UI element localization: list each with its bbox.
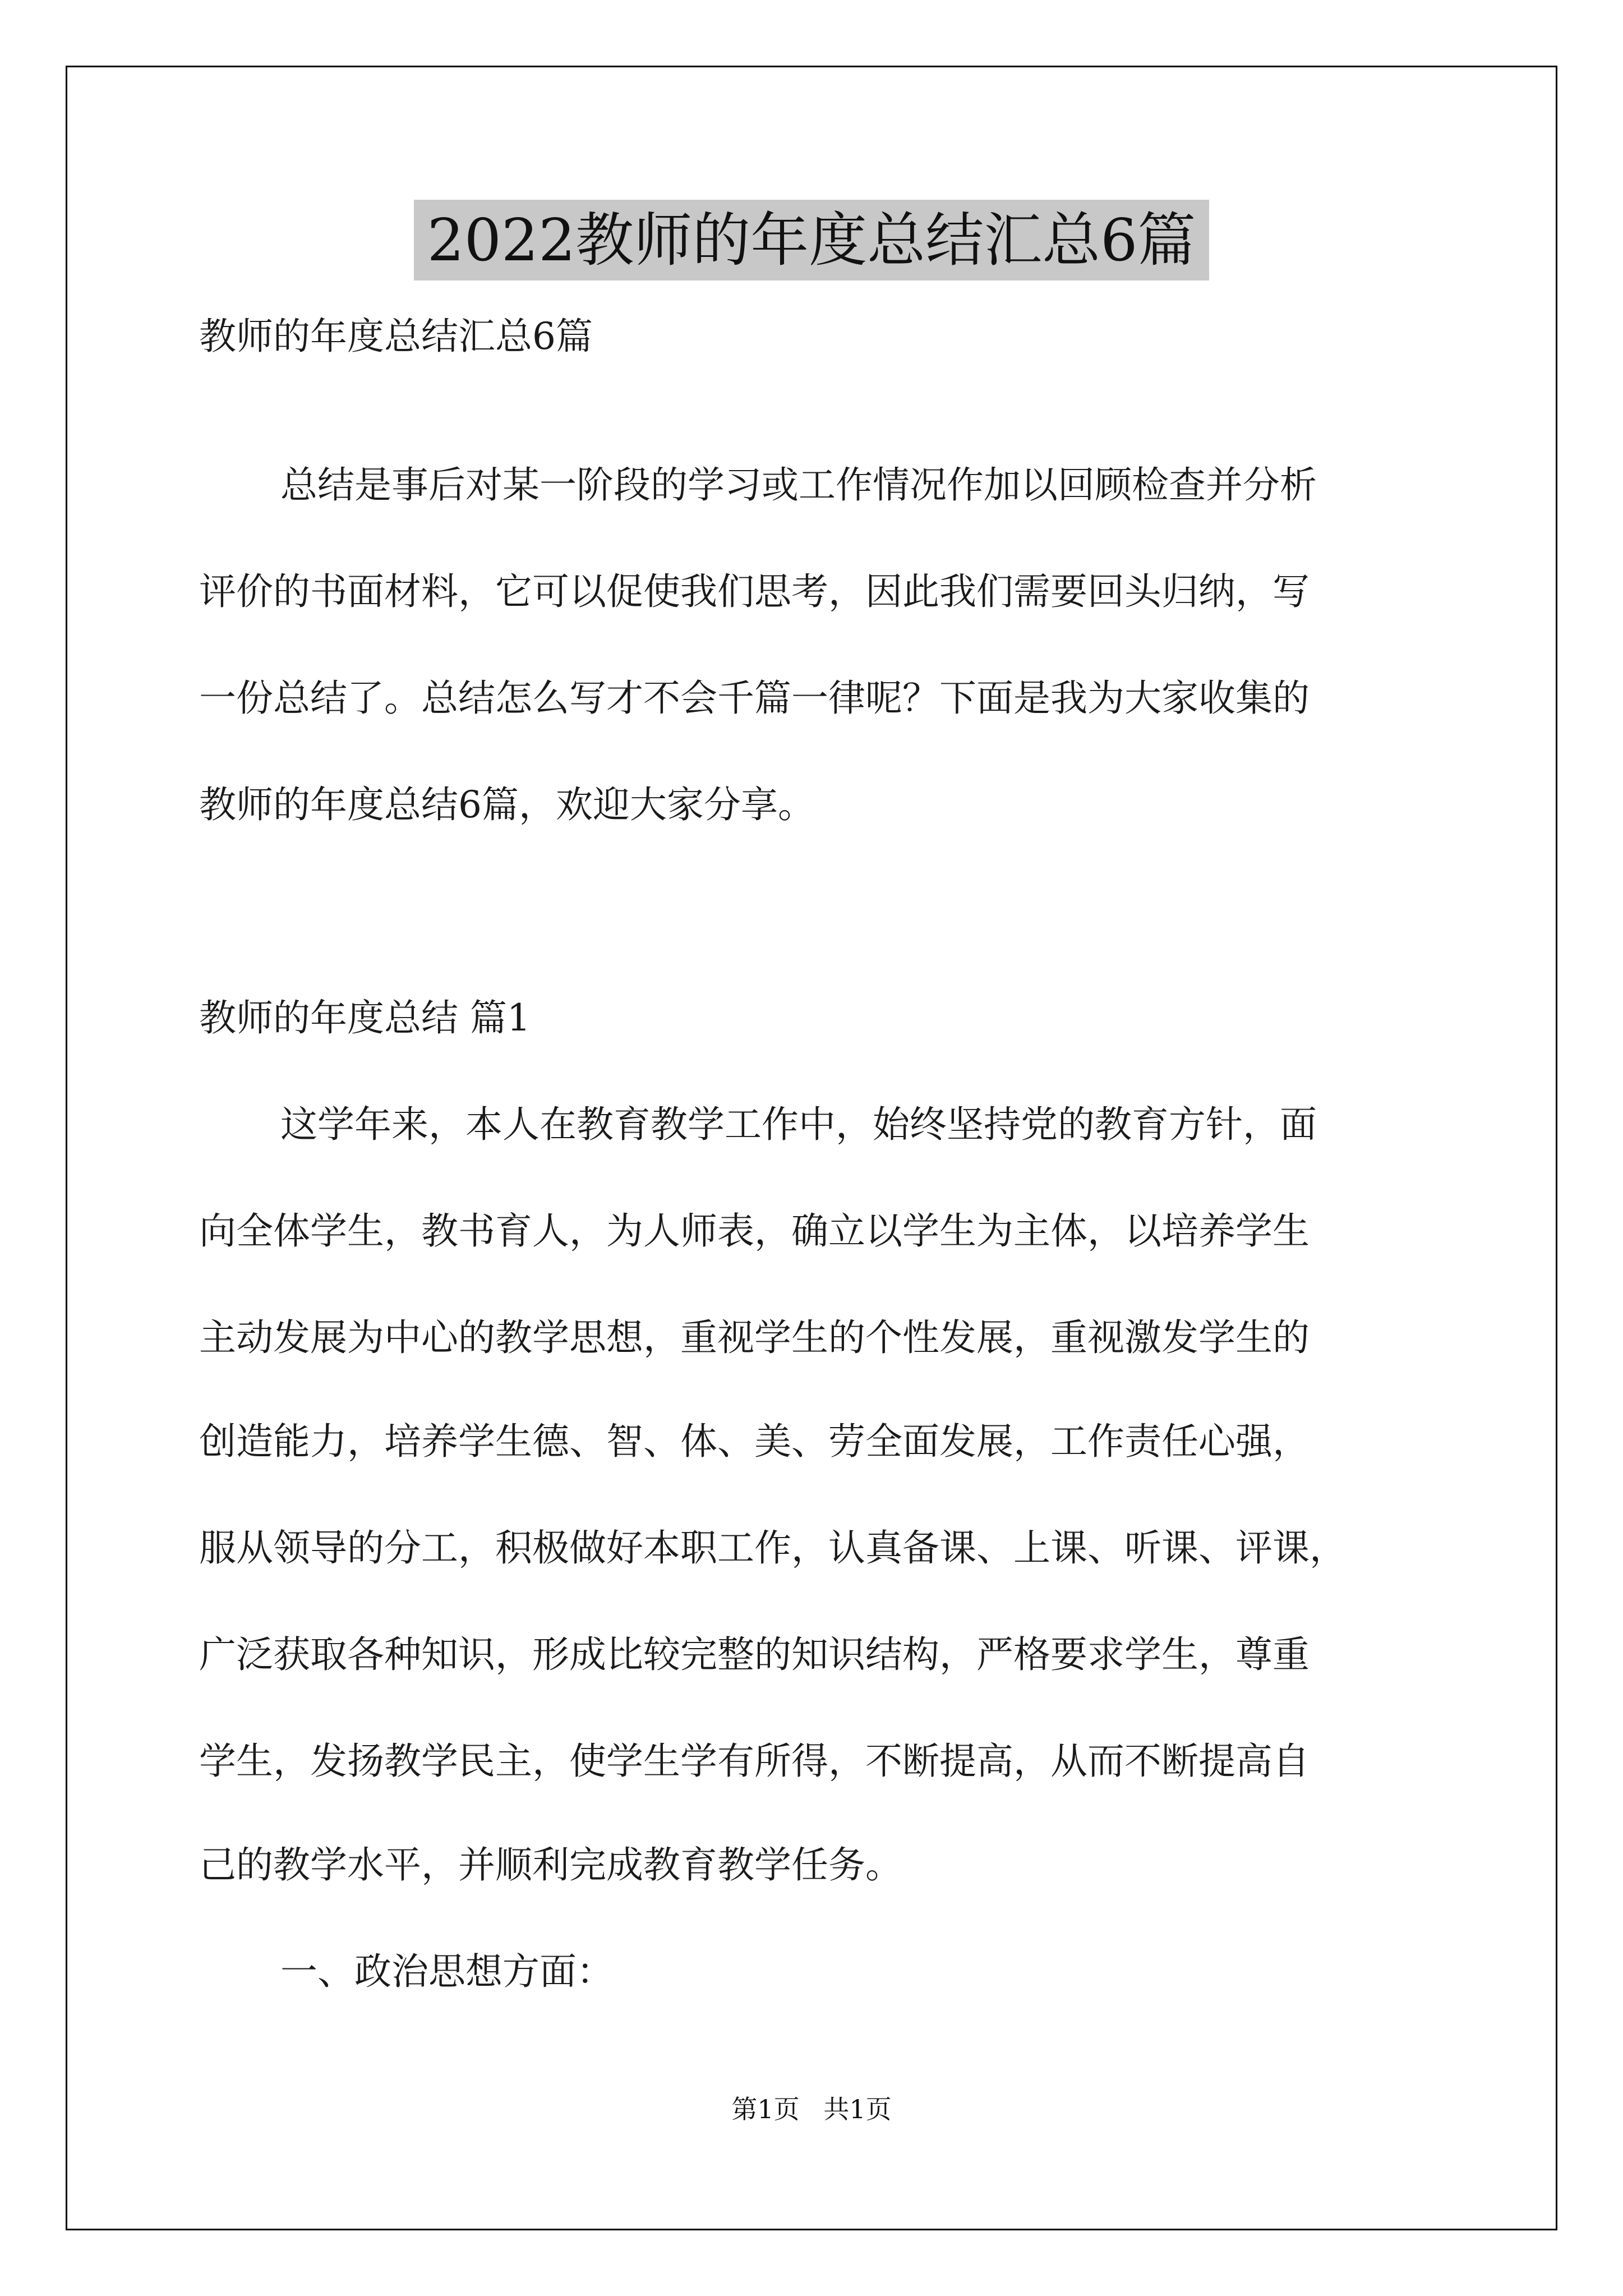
intro-line: 一份总结了。总结怎么写才不会千篇一律呢？下面是我为大家收集的 [199, 677, 1310, 720]
body-line: 创造能力，培养学生德、智、体、美、劳全面发展，工作责任心强， [199, 1420, 1310, 1463]
section-heading: 教师的年度总结 篇1 [199, 996, 531, 1039]
subheading: 一、政治思想方面： [280, 1950, 614, 1993]
body-line: 己的教学水平，并顺利完成教育教学任务。 [199, 1843, 902, 1887]
body-line: 服从领导的分工，积极做好本职工作，认真备课、上课、听课、评课， [199, 1526, 1347, 1570]
body-line: 学生，发扬教学民主，使学生学有所得，不断提高，从而不断提高自 [199, 1740, 1310, 1783]
document-subtitle: 教师的年度总结汇总6篇 [199, 315, 593, 358]
body-line: 广泛获取各种知识，形成比较完整的知识结构，严格要求学生，尊重 [199, 1633, 1310, 1676]
page-footer [0, 2092, 1623, 2126]
intro-line: 总结是事后对某一阶段的学习或工作情况作加以回顾检查并分析 [280, 463, 1317, 507]
document-title: 2022教师的年度总结汇总6篇 [414, 200, 1209, 280]
body-line: 向全体学生，教书育人，为人师表，确立以学生为主体，以培养学生 [199, 1209, 1310, 1253]
body-line: 主动发展为中心的教学思想，重视学生的个性发展，重视激发学生的 [199, 1316, 1310, 1359]
intro-line: 教师的年度总结6篇，欢迎大家分享。 [199, 783, 815, 826]
body-line: 这学年来，本人在教育教学工作中，始终坚持党的教育方针，面 [280, 1103, 1317, 1146]
page-number: 第1页 [731, 2094, 800, 2124]
intro-line: 评价的书面材料，它可以促使我们思考，因此我们需要回头归纳，写 [199, 570, 1310, 613]
page-total: 共1页 [823, 2094, 892, 2124]
